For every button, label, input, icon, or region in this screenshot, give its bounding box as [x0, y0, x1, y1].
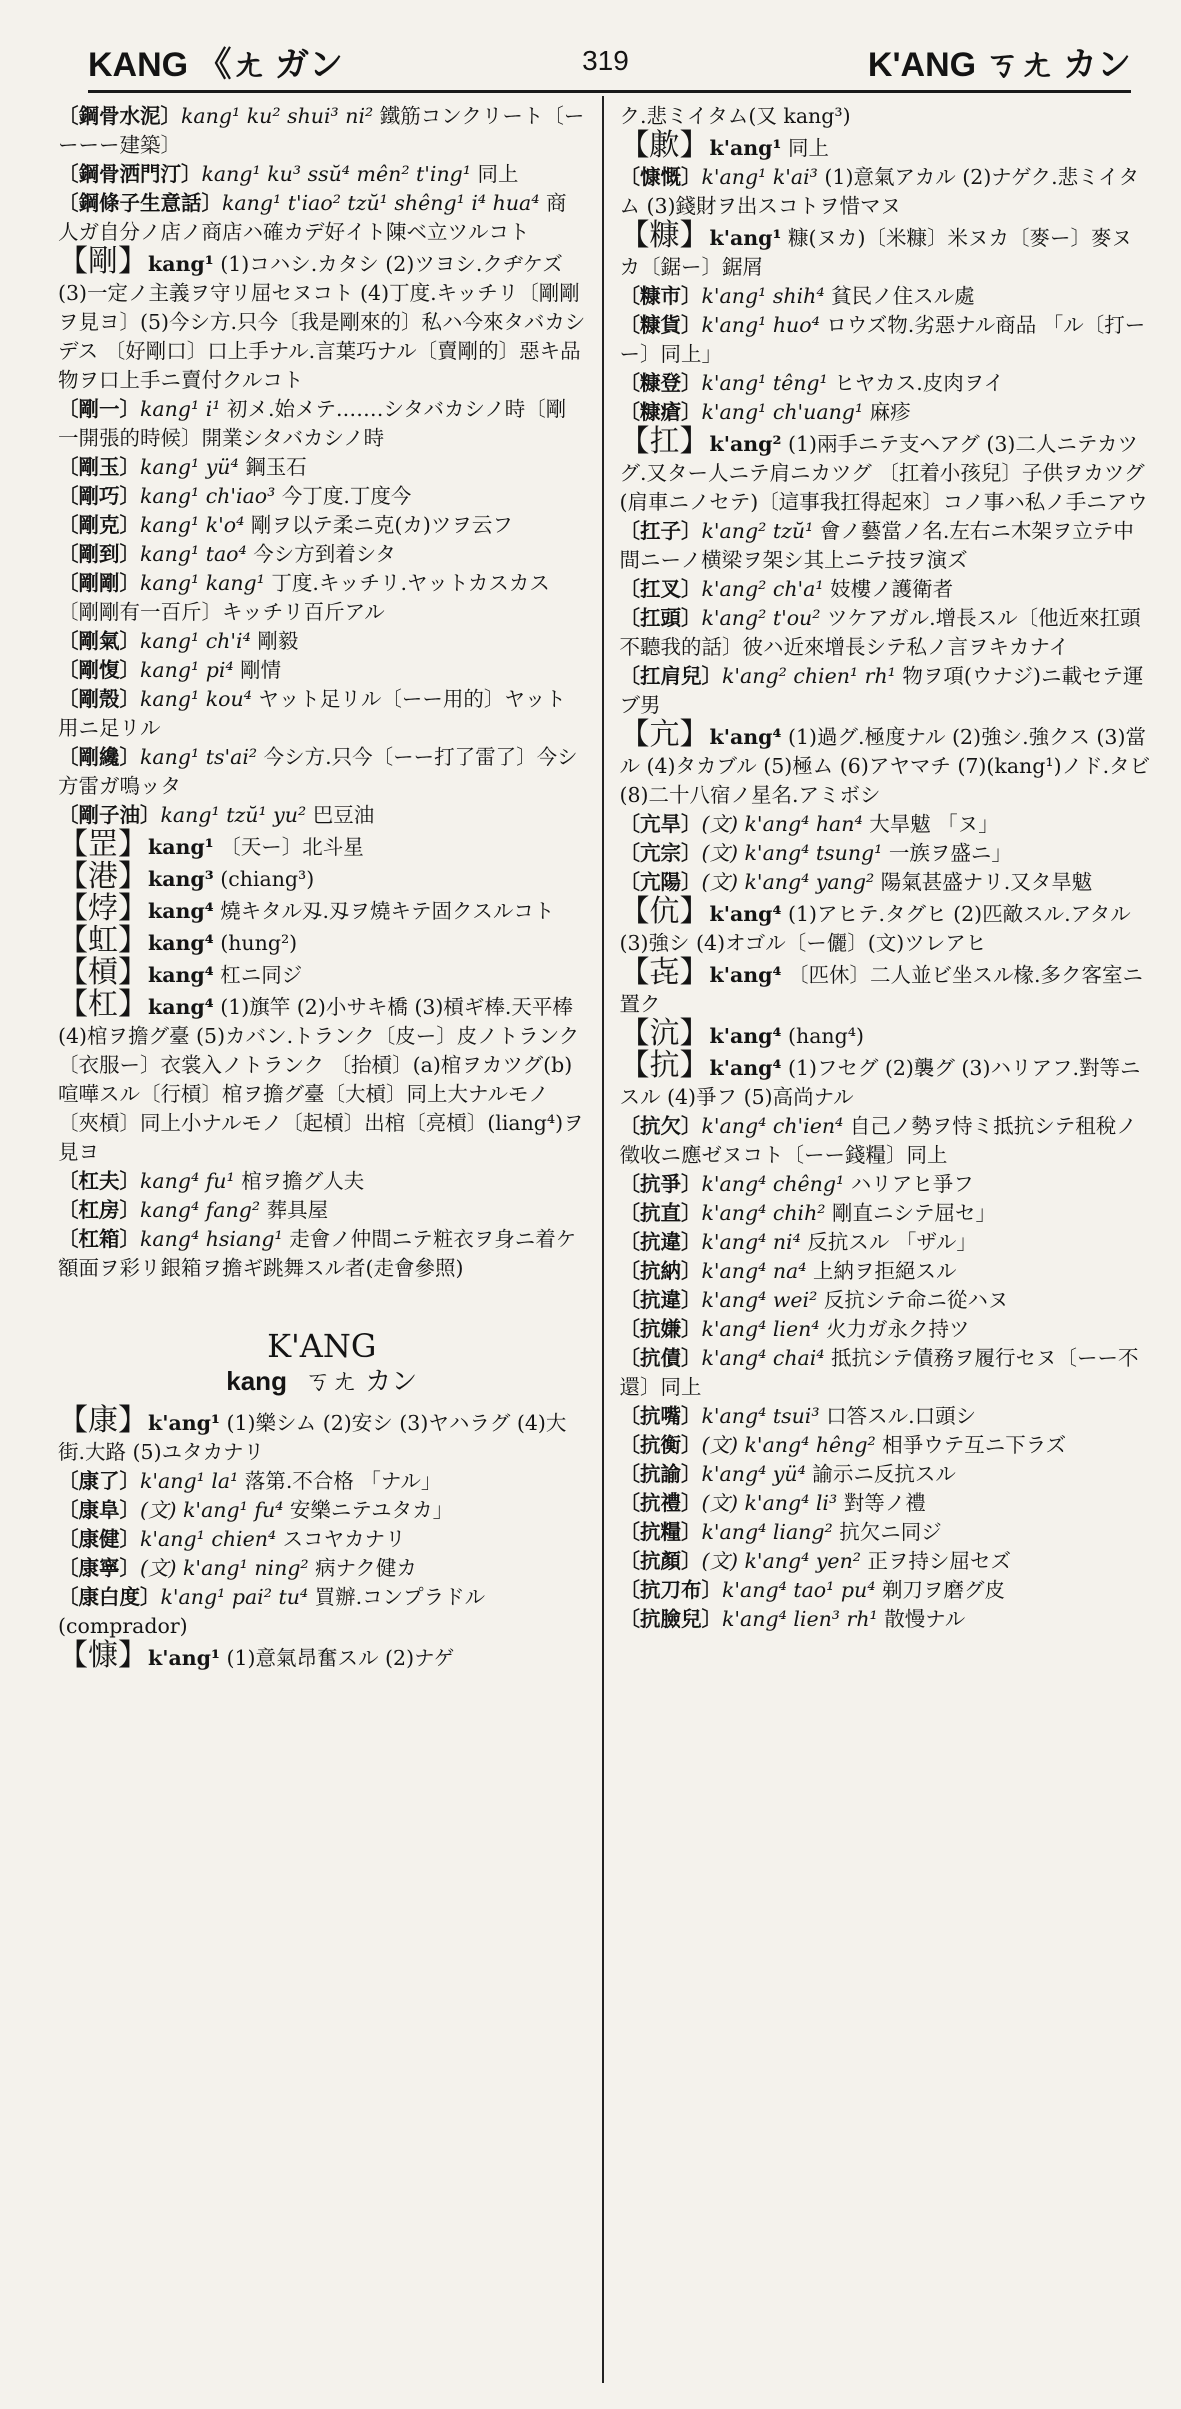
entry-definition: 火力ガ永ク持ツ: [819, 1317, 970, 1341]
dictionary-entry: [620, 1431, 1152, 1460]
dictionary-entry: [58, 923, 586, 958]
entry-definition: ヒヤカス.皮肉ヲイ: [827, 371, 1005, 395]
dictionary-entry: [620, 1315, 1152, 1344]
entry-definition: 安樂ニテユタカ」: [283, 1498, 454, 1522]
entry-definition: 麻疹: [863, 400, 911, 424]
entry-headword: 〔抗違〕: [619, 1230, 702, 1254]
entry-headword: 〔杠房〕: [58, 1198, 140, 1222]
entry-headword: 〔剛子油〕: [58, 803, 161, 827]
entry-definition: 反抗スル 「ザル」: [800, 1230, 977, 1254]
entry-romanization: k'ang¹ pai² tu⁴: [160, 1585, 309, 1609]
entry-headword: 〔鋼骨水泥〕: [58, 104, 181, 128]
entry-romanization: k'ang¹ chien⁴: [140, 1527, 277, 1551]
entry-definition: 一族ヲ盛ニ」: [882, 841, 1012, 865]
entry-headword: 〔抗顏〕: [619, 1549, 702, 1573]
entry-romanization: k'ang⁴ lien³ rh¹: [722, 1607, 878, 1631]
entry-romanization: k'ang⁴ yü⁴: [701, 1462, 806, 1486]
entry-romanization: k'ang¹ k'ai³: [701, 165, 818, 189]
dictionary-entry: [58, 511, 586, 540]
entry-headword: 【㱂】: [619, 128, 710, 163]
entry-romanization: kang⁴: [148, 931, 214, 955]
entry-romanization: k'ang⁴ chai⁴: [701, 1346, 825, 1370]
dictionary-entry: [58, 685, 586, 743]
entry-headword: 【虹】: [58, 923, 148, 958]
entry-headword: 〔扛叉〕: [619, 577, 702, 601]
entry-definition: (1)アヒテ.タグヒ (2)匹敵スル.アタル (3)強シ (4)オゴル〔ー儷〕(文)ツレアヒ: [619, 902, 1131, 955]
entry-definition: 相爭ウテ互ニ下ラズ: [875, 1433, 1067, 1457]
dictionary-entry: [620, 1605, 1152, 1634]
dictionary-entry: [58, 160, 586, 189]
entry-definition: ハリアヒ爭フ: [844, 1172, 974, 1196]
entry-definition: 今丁度.丁度今: [275, 484, 412, 508]
dictionary-entry: [619, 717, 1152, 810]
dictionary-entry: [58, 1467, 586, 1496]
entry-romanization: kang¹ ku² shui³ ni²: [181, 104, 374, 128]
entry-headword: 【㐂】: [619, 955, 710, 990]
dictionary-entry: [620, 1344, 1152, 1402]
entry-romanization: k'ang¹ la¹: [140, 1469, 239, 1493]
page-header: [88, 32, 1131, 93]
entry-headword: 〔剛到〕: [58, 542, 140, 566]
entry-romanization: k'ang¹: [709, 226, 782, 250]
entry-romanization: kang¹ ku³ ssŭ⁴ mên² t'ing¹: [201, 162, 472, 186]
entry-romanization: kang¹ ch'iao³: [140, 484, 276, 508]
entry-definition: 走會ノ仲間ニテ粧衣ヲ身ニ着ケ額面ヲ彩リ銀箱ヲ擔ギ跳舞スル者(走會參照): [58, 1227, 577, 1280]
entry-headword: 【沆】: [619, 1016, 710, 1051]
dictionary-entry: [58, 453, 586, 482]
entry-headword: 〔糠瘡〕: [619, 400, 702, 424]
entry-definition: (1)兩手ニテ支ヘアグ (3)二人ニテカツグ.又ター人ニテ肩ニカツグ 〔扛着小孩兒〕子供ヲカツグ(肩車ニノセテ)〔這事我扛得起來〕コノ事ハ私ノ手ニアウ: [619, 432, 1148, 514]
entry-headword: 〔糠登〕: [619, 371, 702, 395]
entry-definition: 同上: [471, 162, 519, 186]
entry-headword: 〔抗欠〕: [619, 1114, 702, 1138]
entry-romanization: kang¹ pi⁴: [140, 658, 234, 682]
entry-definition: 會ノ藝當ノ名.左右ニ木架ヲ立テ中間ニーノ横梁ヲ架シ其上ニテ技ヲ演ズ: [619, 519, 1134, 572]
dictionary-entry: [58, 569, 586, 627]
entry-definition: 病ナク健カ: [308, 1556, 417, 1580]
entry-headword: 〔剛剛〕: [58, 571, 140, 595]
entry-headword: 【槓】: [58, 955, 148, 990]
entry-definition: 抗欠ニ同ジ: [832, 1520, 942, 1544]
dictionary-entry: [620, 1257, 1152, 1286]
dictionary-entry: [620, 398, 1152, 427]
dictionary-entry: [619, 218, 1152, 282]
entry-definition: 剛情: [233, 658, 282, 682]
dictionary-entry: [620, 102, 1152, 131]
entry-romanization: k'ang² chien¹ rh¹: [722, 664, 896, 688]
entry-headword: 〔剛玉〕: [58, 455, 140, 479]
dictionary-entry: [620, 311, 1152, 369]
entry-romanization: kang¹ yü⁴: [140, 455, 239, 479]
entry-headword: 【㶿】: [58, 891, 148, 926]
dictionary-entry: [619, 1048, 1152, 1112]
entry-romanization: (文) k'ang⁴ hêng²: [701, 1433, 876, 1457]
dictionary-entry: [619, 894, 1152, 958]
entry-romanization: k'ang⁴ ni⁴: [701, 1230, 801, 1254]
entry-romanization: kang⁴: [148, 899, 214, 923]
dictionary-entry: [58, 1638, 586, 1673]
entry-romanization: k'ang⁴: [709, 725, 782, 749]
entry-romanization: kang¹ kou⁴: [140, 687, 252, 711]
entry-definition: 買辦.コンプラドル(comprador): [58, 1585, 486, 1638]
entry-romanization: k'ang⁴ lien⁴: [701, 1317, 820, 1341]
entry-definition: 今シ方到着シタ: [246, 542, 396, 566]
entry-headword: 【港】: [58, 859, 148, 894]
entry-definition: 抵抗シテ債務ヲ履行セヌ〔ーー不還〕同上: [619, 1346, 1139, 1399]
dictionary-entry: [58, 1554, 586, 1583]
entry-headword: 〔抗債〕: [619, 1346, 702, 1370]
dictionary-entry: [620, 1518, 1152, 1547]
entry-definition: 對等ノ禮: [837, 1491, 926, 1515]
dictionary-entry: [58, 1167, 586, 1196]
entry-headword: 〔鋼骨洒門汀〕: [58, 162, 202, 186]
entry-definition: (1)旗竿 (2)小サキ橋 (3)槓ギ棒.天平棒 (4)棺ヲ擔グ臺 (5)カバン.トランク〔皮ー〕皮ノトランク〔衣服ー〕衣裳入ノトランク 〔抬槓〕(a)棺ヲカツグ(b)喧嘩スル〔行槓〕棺ヲ擔グ臺〔大槓〕同上大ナルモノ〔夾槓〕同上小ナルモノ〔起槓〕出棺〔亮槓〕(liang⁴)ヲ見ヨ: [58, 995, 584, 1164]
entry-definition: ヤット足リル〔ーー用的〕ヤット用ニ足リル: [58, 687, 566, 740]
entry-romanization: kang¹: [148, 835, 214, 859]
entry-romanization: (文) k'ang⁴ li³: [701, 1491, 838, 1515]
dictionary-entry: [620, 1228, 1152, 1257]
entry-definition: 諭示ニ反抗スル: [805, 1462, 956, 1486]
entry-romanization: (文) k'ang⁴ tsung¹: [701, 841, 883, 865]
dictionary-entry: [58, 955, 586, 990]
entry-romanization: kang⁴ hsiang¹: [140, 1227, 283, 1251]
header-left: KANG 《ㄤ ガン: [88, 45, 343, 84]
entry-romanization: k'ang¹ ch'uang¹: [701, 400, 864, 424]
entry-romanization: k'ang² t'ou²: [701, 606, 821, 630]
entry-romanization: (文) k'ang⁴ han⁴: [701, 812, 863, 836]
entry-headword: 〔亢旱〕: [619, 812, 702, 836]
entry-definition: (chiang³): [213, 867, 315, 891]
dictionary-entry: [58, 1583, 586, 1641]
entry-romanization: kang¹ k'o⁴: [140, 513, 245, 537]
entry-definition: 〔天ー〕北斗星: [213, 835, 364, 859]
right-column: [604, 96, 1162, 2383]
entry-definition: (hang⁴): [781, 1024, 864, 1048]
dictionary-entry: [58, 891, 586, 926]
section-subtitle: [58, 1365, 586, 1398]
entry-headword: 〔扛肩兒〕: [619, 664, 722, 688]
entry-definition: 物ヲ項(ウナジ)ニ載セテ運ブ男: [619, 664, 1144, 717]
dictionary-entry: [58, 540, 586, 569]
entry-headword: 〔康寧〕: [58, 1556, 140, 1580]
entry-headword: 〔慷慨〕: [619, 165, 702, 189]
entry-headword: 〔糠市〕: [619, 284, 702, 308]
entry-definition: 剛直ニシテ屈セ」: [825, 1201, 997, 1225]
entry-definition: 〔匹休〕二人並ビ坐スル椽.多ク客室ニ置ク: [619, 963, 1144, 1016]
dictionary-entry: [58, 1403, 586, 1467]
entry-romanization: k'ang¹: [148, 1411, 220, 1435]
entry-definition: 今シ方.只今〔ーー打了雷了〕今シ方雷ガ鳴ッタ: [58, 745, 578, 798]
dictionary-entry: [620, 839, 1152, 868]
entry-definition: 燒キタル刄.刄ヲ燒キテ固クスルコト: [213, 899, 555, 923]
entry-romanization: kang¹ t'iao² tzŭ¹ shêng¹ i⁴ hua⁴: [222, 191, 540, 215]
entry-headword: 〔抗糧〕: [619, 1520, 702, 1544]
dictionary-entry: [619, 424, 1152, 517]
entry-definition: 丁度.キッチリ.ヤットカスカス〔剛剛有一百斤〕キッチリ百斤アル: [58, 571, 550, 624]
entry-headword: 〔剛氣〕: [58, 629, 140, 653]
entry-definition: 妓樓ノ護衛者: [823, 577, 954, 601]
entry-definition: 巴豆油: [306, 803, 375, 827]
entry-headword: 〔抗諭〕: [619, 1462, 702, 1486]
entry-headword: 〔抗禮〕: [619, 1491, 702, 1515]
entry-definition: (1)フセグ (2)襲グ (3)ハリアフ.對等ニスル (4)爭フ (5)高尚ナル: [619, 1056, 1141, 1109]
dictionary-entry: [620, 1460, 1152, 1489]
entry-romanization: k'ang² tzŭ¹: [701, 519, 814, 543]
entry-headword: 〔抗臉兒〕: [619, 1607, 722, 1631]
entry-romanization: k'ang⁴ chih²: [701, 1201, 826, 1225]
dictionary-entry: [619, 128, 1152, 163]
entry-definition: (1)意氣昂奮スル (2)ナゲ: [219, 1646, 455, 1670]
entry-headword: 〔杠夫〕: [58, 1169, 140, 1193]
entry-headword: 〔亢宗〕: [619, 841, 702, 865]
entry-headword: 〔抗直〕: [619, 1201, 702, 1225]
entry-headword: 〔抗刀布〕: [619, 1578, 722, 1602]
entry-definition: 鋼玉石: [238, 455, 307, 479]
entry-definition: 同上: [781, 136, 830, 160]
dictionary-entry: [58, 743, 586, 801]
dictionary-entry: [620, 1402, 1152, 1431]
entry-romanization: k'ang⁴ tao¹ pu⁴: [722, 1578, 876, 1602]
entry-definition: 棺ヲ擔グ人夫: [234, 1169, 365, 1193]
entry-romanization: k'ang⁴: [709, 1056, 782, 1080]
left-entries-after: [58, 1403, 586, 1673]
dictionary-entry: [620, 517, 1152, 575]
entry-definition: 散慢ナル: [877, 1607, 966, 1631]
dictionary-entry: [620, 810, 1152, 839]
dictionary-entry: [58, 656, 586, 685]
entry-romanization: kang¹ kang¹: [140, 571, 265, 595]
entry-romanization: kang¹ ts'ai²: [140, 745, 258, 769]
section-heading: [58, 1327, 586, 1398]
dictionary-entry: [58, 102, 586, 160]
entry-romanization: (文) k'ang⁴ yang²: [701, 870, 875, 894]
dictionary-entry: [619, 955, 1152, 1019]
entry-romanization: kang⁴ fang²: [140, 1198, 261, 1222]
dictionary-entry: [620, 1170, 1152, 1199]
entry-definition: (hung²): [213, 931, 298, 955]
entry-headword: 〔抗爭〕: [619, 1172, 702, 1196]
entry-definition: 葬具屋: [260, 1198, 329, 1222]
entry-definition: スコヤカナリ: [276, 1527, 406, 1551]
entry-headword: 【罡】: [58, 827, 148, 862]
entry-headword: 〔抗違〕: [619, 1288, 702, 1312]
dictionary-entry: [619, 1016, 1152, 1051]
entry-headword: 〔扛頭〕: [619, 606, 702, 630]
entry-definition: (1)コハシ.カタシ (2)ツヨシ.クヂケズ (3)一定ノ主義ヲ守リ屈セヌコト (4)丁度.キッチリ〔剛剛ヲ見ヨ〕(5)今シ方.只今〔我是剛來的〕私ハ今來タバカシデス 〔好剛口〕口上手ナル.言葉巧ナル〔賣剛的〕惡キ品物ヲ口上手ニ賣付クルコト: [58, 252, 586, 392]
entry-definition: (1)過グ.極度ナル (2)強シ.強クス (3)當ル (4)タカブル (5)極ム (6)アヤマチ (7)(kang¹)ノド.タビ (8)二十八宿ノ星名.アミボシ: [619, 725, 1151, 807]
dictionary-entry: [58, 987, 586, 1167]
entry-headword: 〔康阜〕: [58, 1498, 140, 1522]
entry-romanization: k'ang²: [709, 432, 782, 456]
entry-headword: 〔康白度〕: [58, 1585, 161, 1609]
entry-headword: 〔扛子〕: [619, 519, 702, 543]
entry-headword: 〔剛纔〕: [58, 745, 140, 769]
dictionary-entry: [58, 859, 586, 894]
header-right: K'ANG ㄎㄤ カン: [867, 45, 1131, 84]
entry-romanization: kang⁴ fu¹: [140, 1169, 235, 1193]
entry-romanization: (文) k'ang⁴ yen²: [701, 1549, 861, 1573]
dictionary-entry: [58, 1196, 586, 1225]
entry-headword: 【康】: [58, 1403, 148, 1438]
dictionary-entry: [58, 627, 586, 656]
entry-romanization: k'ang⁴ tsui³: [701, 1404, 820, 1428]
entry-definition: 陽氣甚盛ナリ.又タ旱魃: [874, 870, 1093, 894]
entry-headword: 〔杠箱〕: [58, 1227, 140, 1251]
entry-definition: 商人ガ自分ノ店ノ商店ハ確カデ好イト陳ベ立ツルコト: [58, 191, 567, 244]
dictionary-entry: [58, 189, 586, 247]
page-number: 319: [582, 45, 629, 76]
entry-definition: 正ヲ持シ屈セズ: [861, 1549, 1012, 1573]
entry-romanization: k'ang² ch'a¹: [701, 577, 824, 601]
entry-romanization: kang⁴: [148, 963, 214, 987]
dictionary-columns: [46, 96, 1161, 2383]
entry-romanization: k'ang⁴: [709, 963, 782, 987]
dictionary-entry: [620, 1112, 1152, 1170]
dictionary-entry: [58, 1496, 586, 1525]
entry-romanization: kang¹: [148, 252, 214, 276]
entry-romanization: k'ang¹ huo⁴: [701, 313, 820, 337]
dictionary-entry: [620, 575, 1152, 604]
dictionary-entry: [620, 1286, 1152, 1315]
section-subtitle-kana: ㄎㄤ カン: [304, 1367, 418, 1397]
entry-definition: 剛ヲ以テ柔ニ克(カ)ツヲ云フ: [244, 513, 513, 537]
entry-definition: 反抗シテ命ニ從ハヌ: [817, 1288, 1009, 1312]
entry-headword: 【扛】: [619, 424, 710, 459]
entry-headword: 【伉】: [619, 894, 710, 929]
dictionary-entry: [58, 801, 586, 830]
entry-definition: 上納ヲ拒絕スル: [806, 1259, 957, 1283]
entry-romanization: (文) k'ang¹ fu⁴: [140, 1498, 284, 1522]
entry-headword: 〔剛愎〕: [58, 658, 140, 682]
left-entries: [58, 102, 586, 1283]
entry-headword: 〔康健〕: [58, 1527, 140, 1551]
entry-romanization: k'ang¹: [148, 1646, 220, 1670]
entry-headword: 〔剛殼〕: [58, 687, 140, 711]
entry-definition: 剛毅: [250, 629, 299, 653]
section-subtitle-romanization: kang: [226, 1366, 287, 1396]
entry-headword: 〔糠貨〕: [619, 313, 702, 337]
entry-headword: 〔亢陽〕: [619, 870, 702, 894]
entry-romanization: kang¹ tzŭ¹ yu²: [160, 803, 307, 827]
entry-romanization: kang¹ tao⁴: [140, 542, 247, 566]
dictionary-entry: [620, 868, 1152, 897]
dictionary-entry: [58, 827, 586, 862]
dictionary-entry: [620, 163, 1152, 221]
dictionary-entry: [620, 369, 1152, 398]
entry-romanization: (文) k'ang¹ ning²: [140, 1556, 309, 1580]
section-title: K'ANG: [267, 1327, 377, 1365]
entry-romanization: kang⁴: [148, 995, 214, 1019]
dictionary-entry: [58, 395, 586, 453]
entry-definition: 糠(ヌカ)〔米糠〕米ヌカ〔麥ー〕麥ヌカ〔鋸ー〕鋸屑: [619, 226, 1132, 279]
entry-headword: 〔剛克〕: [58, 513, 140, 537]
entry-headword: 〔抗衡〕: [619, 1433, 702, 1457]
entry-headword: 【亢】: [619, 717, 710, 752]
entry-definition: 自己ノ勢ヲ恃ミ抵抗シテ租稅ノ徵收ニ應ゼヌコト〔ーー錢糧〕同上: [619, 1114, 1137, 1167]
entry-headword: 【慷】: [58, 1638, 148, 1673]
entry-romanization: k'ang¹: [709, 136, 782, 160]
entry-definition: 貧民ノ住スル處: [824, 284, 975, 308]
entry-headword: 【抗】: [619, 1048, 710, 1083]
dictionary-entry: [58, 1525, 586, 1554]
entry-definition: ツケアガル.增長スル〔他近來扛頭不聽我的話〕彼ハ近來增長シテ私ノ言ヲキカナイ: [619, 606, 1141, 659]
entry-romanization: kang³: [148, 867, 214, 891]
entry-romanization: k'ang¹ shih⁴: [701, 284, 825, 308]
entry-definition: 初メ.始メテ.……シタバカシノ時〔剛一開張的時候〕開業シタバカシノ時: [58, 397, 567, 450]
entry-headword: 〔抗嫌〕: [619, 1317, 702, 1341]
entry-definition: 鐵筋コンクリート〔ーーーー建築〕: [58, 104, 585, 157]
entry-romanization: k'ang⁴: [709, 902, 782, 926]
entry-headword: 〔剛一〕: [58, 397, 140, 421]
entry-definition: 口答スル.口頭シ: [819, 1404, 977, 1428]
entry-headword: 〔康了〕: [58, 1469, 140, 1493]
dictionary-entry: [58, 244, 586, 395]
entry-headword: 〔抗嘴〕: [619, 1404, 702, 1428]
entry-definition: 杠ニ同ジ: [213, 963, 303, 987]
left-column: [46, 96, 604, 2383]
dictionary-entry: [620, 1576, 1152, 1605]
entry-headword: 【杠】: [58, 987, 148, 1022]
dictionary-entry: [58, 482, 586, 511]
entry-headword: 〔鋼條子生意話〕: [58, 191, 222, 215]
entry-headword: 〔抗納〕: [619, 1259, 702, 1283]
entry-romanization: kang¹ i¹: [140, 397, 221, 421]
entry-headword: 〔剛巧〕: [58, 484, 140, 508]
entry-headword: 【剛】: [58, 244, 148, 279]
dictionary-entry: [58, 1225, 586, 1283]
entry-romanization: k'ang⁴: [709, 1024, 782, 1048]
entry-definition: ク.悲ミイタム(又 kang³): [619, 104, 851, 128]
dictionary-entry: [620, 604, 1152, 662]
entry-romanization: k'ang⁴ chêng¹: [701, 1172, 845, 1196]
dictionary-entry: [620, 662, 1152, 720]
entry-definition: 剃刀ヲ磨グ皮: [875, 1578, 1005, 1602]
entry-definition: (1)意氣アカル (2)ナゲク.悲ミイタム (3)錢財ヲ出スコトヲ惜マヌ: [619, 165, 1140, 218]
entry-definition: 落第.不合格 「ナル」: [238, 1469, 442, 1493]
entry-definition: (1)樂シム (2)安シ (3)ヤハラグ (4)大街.大路 (5)ユタカナリ: [58, 1411, 567, 1464]
dictionary-entry: [620, 1547, 1152, 1576]
entry-romanization: kang¹ ch'i⁴: [140, 629, 251, 653]
entry-headword: 【糠】: [619, 218, 710, 253]
entry-definition: ロウズ物.劣惡ナル商品 「ル〔打ーー〕同上」: [619, 313, 1146, 366]
entry-romanization: k'ang⁴ wei²: [701, 1288, 818, 1312]
right-entries: [620, 102, 1152, 1634]
dictionary-entry: [620, 282, 1152, 311]
dictionary-entry: [620, 1199, 1152, 1228]
entry-definition: 大旱魃 「ヌ」: [862, 812, 999, 836]
entry-romanization: k'ang¹ têng¹: [701, 371, 828, 395]
entry-romanization: k'ang⁴ ch'ien⁴: [701, 1114, 844, 1138]
entry-romanization: k'ang⁴ liang²: [701, 1520, 833, 1544]
dictionary-entry: [620, 1489, 1152, 1518]
entry-romanization: k'ang⁴ na⁴: [701, 1259, 807, 1283]
